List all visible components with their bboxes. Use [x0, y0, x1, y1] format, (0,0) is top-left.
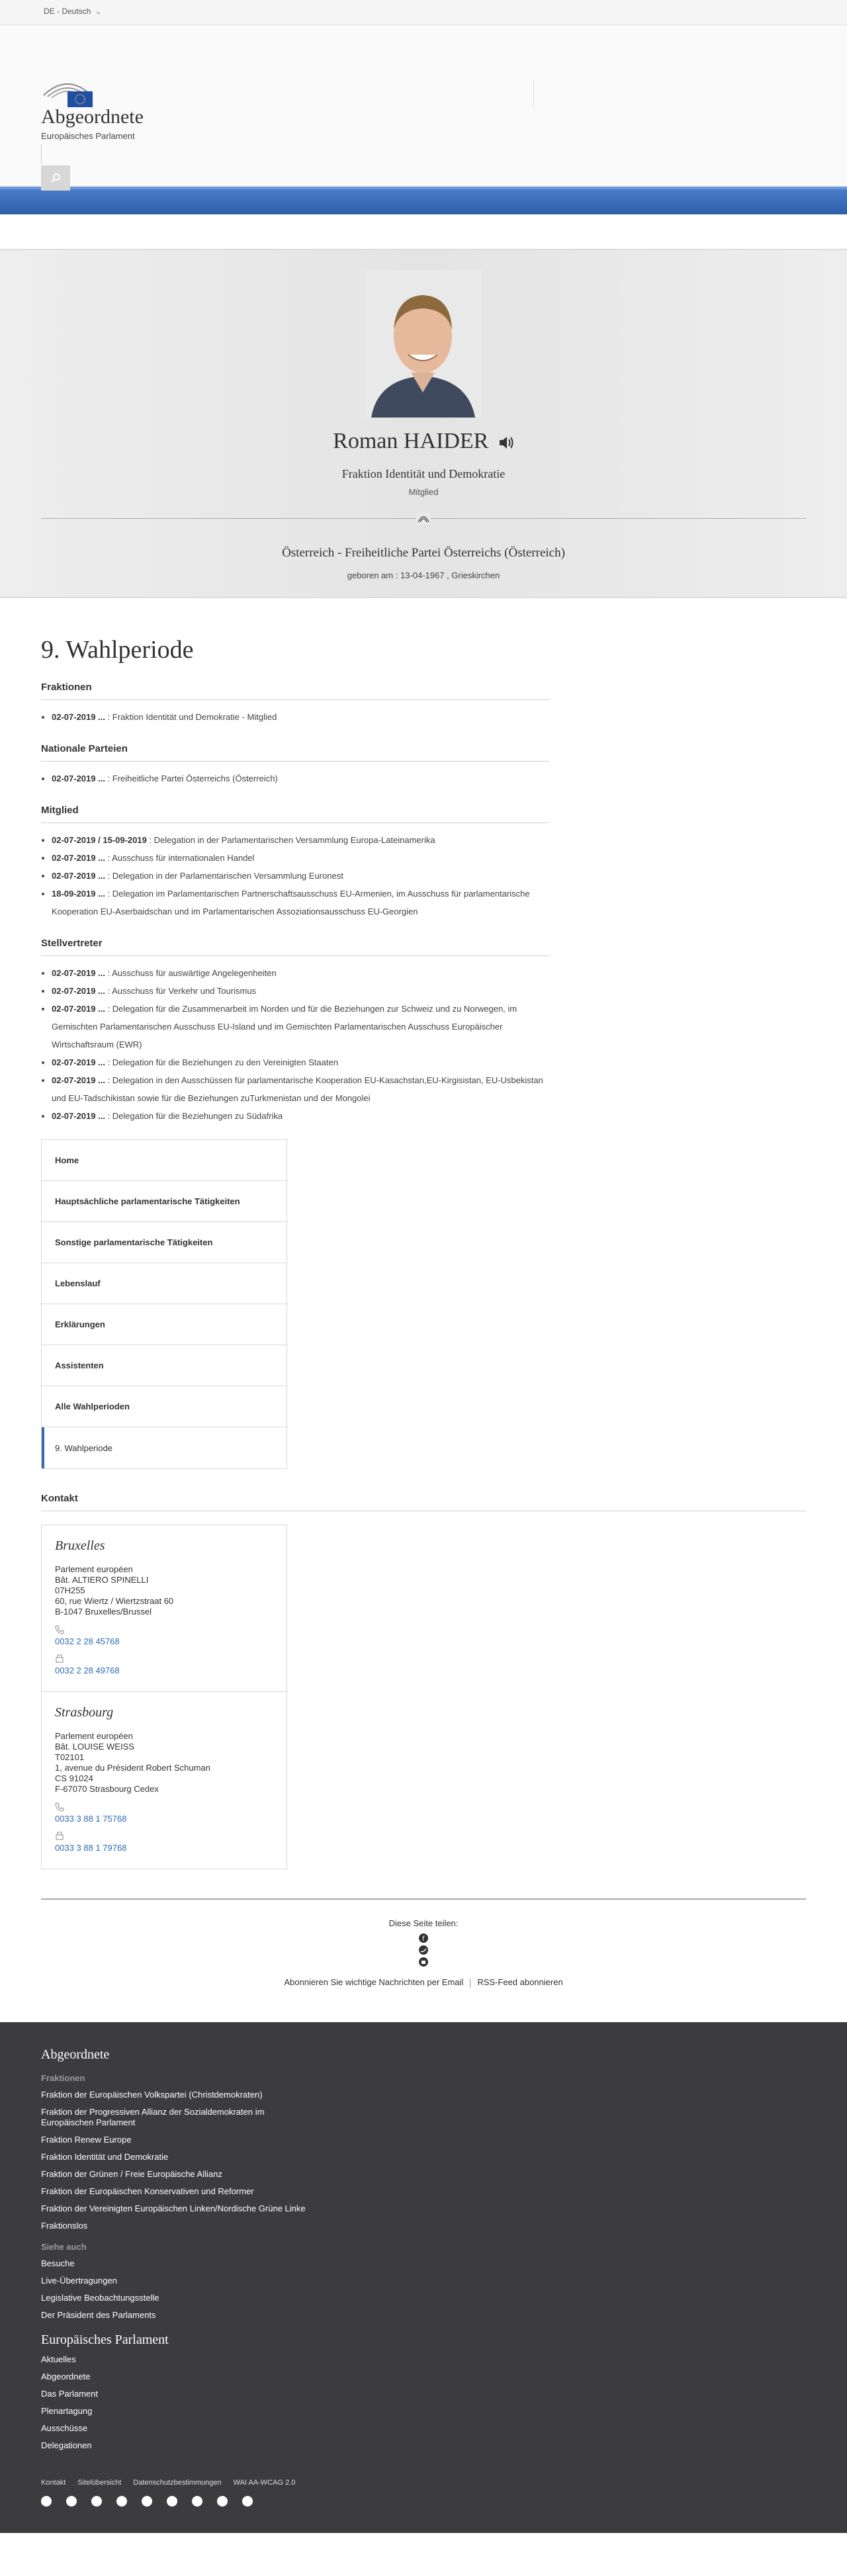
list-item [52, 1053, 549, 1071]
footer-bottom-link[interactable]: Kontakt [41, 2478, 66, 2487]
item-date: 02-07-2019 ... [52, 774, 105, 783]
list-item [52, 1071, 549, 1107]
item-text: : Ausschuss für Verkehr und Tourismus [105, 986, 257, 996]
list-item [52, 982, 549, 1000]
footer-see-also-link[interactable]: Besuche [41, 2258, 75, 2268]
footer-ep-link[interactable]: Aktuelles [41, 2354, 76, 2364]
item-text: : Delegation für die Zusammenarbeit im Norden und für die Beziehungen zur Schweiz und zu Norwegen, im Gemischten Parlamentarischen Ausschuss EU-Island und im Gemischten Parlamentarischen Ausschuss Europäischer Wirtschaftsraum (EWR) [52, 1004, 517, 1049]
share-label: Diese Seite teilen: [388, 1918, 459, 1928]
hemicycle-icon [416, 513, 431, 525]
phone-icon [55, 1625, 273, 1636]
footer-group-link[interactable]: Fraktion der Vereinigten Europäischen Linken/Nordische Grüne Linke [41, 2203, 306, 2213]
sidenav-item[interactable]: Assistenten [42, 1345, 287, 1386]
footer-group-link[interactable]: Fraktion Renew Europe [41, 2134, 132, 2145]
footer-category-see-also: Siehe auch [41, 2241, 87, 2252]
phone-icon [55, 1802, 273, 1814]
language-label: DE - Deutsch [44, 7, 91, 16]
section-heading: Stellvertreter [41, 938, 549, 956]
item-date: 02-07-2019 ... [52, 1075, 105, 1085]
address-line: B-1047 Bruxelles/Brussel [55, 1607, 152, 1617]
birth-info: geboren am : 13-04-1967 , Grieskirchen [347, 570, 500, 580]
address-line: F-67070 Strasbourg Cedex [55, 1784, 159, 1794]
list-item [52, 770, 549, 787]
phone-link[interactable]: 0033 3 88 1 75768 [55, 1814, 127, 1824]
section-heading: Mitglied [41, 805, 549, 823]
footer-title-ep[interactable]: Europäisches Parlament [41, 2332, 169, 2347]
language-selector[interactable] [44, 7, 101, 16]
linkedin-icon[interactable] [116, 2496, 127, 2507]
item-date: 02-07-2019 ... [52, 1004, 105, 1014]
item-text: : Delegation in der Parlamentarischen Versammlung Europa-Lateinamerika [146, 835, 435, 845]
office-card [42, 1525, 287, 1692]
footer-group-link[interactable]: Fraktion der Europäischen Volkspartei (Christdemokraten) [41, 2089, 263, 2100]
item-date: 02-07-2019 ... [52, 853, 105, 863]
section-list [41, 964, 549, 1125]
office-card [42, 1692, 287, 1869]
address-line: T02101 [55, 1752, 85, 1762]
address-line: 60, rue Wiertz / Wiertzstraat 60 [55, 1596, 174, 1606]
contact-cards [41, 1525, 287, 1869]
item-text: : Fraktion Identität und Demokratie - Mitglied [105, 712, 277, 722]
address-line: Parlement européen [55, 1731, 133, 1741]
item-text: : Delegation in der Parlamentarischen Versammlung Euronest [105, 871, 343, 881]
footer-group-link[interactable]: Fraktion der Grünen / Freie Europäische Allianz [41, 2168, 222, 2179]
term-sections [41, 682, 847, 1125]
term-section [41, 938, 549, 1125]
footer-bottom-links [41, 2479, 307, 2487]
member-name: Roman HAIDER [0, 429, 847, 454]
subscription-links [41, 1977, 806, 1988]
email-subscribe-link[interactable]: Abonnieren Sie wichtige Nachrichten per Email [284, 1977, 464, 1987]
footer-group-link[interactable]: Fraktion Identität und Demokratie [41, 2151, 169, 2162]
footer-group-link[interactable]: Fraktionslos [41, 2220, 88, 2231]
item-text: : Delegation für die Beziehungen zu Südafrika [105, 1111, 283, 1121]
site-subtitle: Europäisches Parlament [41, 131, 135, 141]
fax-icon [55, 1832, 273, 1843]
search-icon [50, 173, 61, 183]
term-title: 9. Wahlperiode [41, 636, 194, 664]
sidenav-item[interactable]: Home [42, 1140, 287, 1181]
header-divider-right [533, 79, 534, 109]
footer-ep-link[interactable]: Abgeordnete [41, 2371, 91, 2381]
pinterest-icon[interactable] [192, 2496, 202, 2507]
header-divider [41, 144, 42, 164]
youtube-icon[interactable] [142, 2496, 152, 2507]
office-address [55, 1731, 273, 1795]
sidenav-item[interactable]: Hauptsächliche parlamentarische Tätigkeiten [42, 1181, 287, 1222]
list-item [52, 885, 549, 920]
political-group: Fraktion Identität und Demokratie [341, 467, 506, 480]
footer-bottom-link[interactable]: WAI AA-WCAG 2.0 [233, 2478, 296, 2487]
speaker-icon[interactable] [498, 435, 514, 450]
fax-icon [55, 1654, 273, 1666]
sidenav-item[interactable]: Sonstige parlamentarische Tätigkeiten [42, 1222, 287, 1263]
address-line: Bât. ALTIERO SPINELLI [55, 1575, 149, 1585]
social-icons [41, 2496, 253, 2507]
item-text: : Delegation im Parlamentarischen Partnerschaftsausschuss EU-Armenien, im Ausschuss für parlamentarische Kooperation EU-Aserbaidschan und im Parlamentarischen Assoziationsausschuss EU-Georgien [52, 889, 530, 916]
office-city: Strasbourg [55, 1705, 114, 1720]
address-line: 07H255 [55, 1585, 85, 1595]
footer-ep-link[interactable]: Das Parlament [41, 2388, 98, 2399]
list-item [52, 1000, 549, 1053]
sidenav-item[interactable]: Lebenslauf [42, 1263, 287, 1304]
facebook-icon[interactable] [41, 2496, 52, 2507]
item-text: : Delegation für die Beziehungen zu den Vereinigten Staaten [105, 1057, 338, 1067]
side-navigation [41, 1139, 287, 1469]
section-list [41, 708, 549, 726]
item-date: 02-07-2019 ... [52, 871, 105, 881]
item-text: : Delegation in den Ausschüssen für parlamentarische Kooperation EU-Kasachstan,EU-Kirgisistan, EU-Usbekistan und EU-Tadschikistan sowie für die Beziehungen zuTurkmenistan und der Mongolei [52, 1075, 543, 1103]
footer-see-also-link[interactable]: Legislative Beobachtungsstelle [41, 2292, 159, 2303]
item-date: 02-07-2019 / 15-09-2019 [52, 835, 147, 845]
footer-group-link[interactable]: Fraktion der Progressiven Allianz der Sozialdemokraten im Europäischen Parlament [41, 2106, 265, 2127]
footer-bottom-link[interactable]: Sitelübersicht [77, 2478, 122, 2487]
footer-see-also-list [41, 2258, 806, 2321]
member-photo [365, 270, 482, 418]
contact-heading: Kontakt [41, 1493, 806, 1511]
sidenav-item[interactable]: Erklärungen [42, 1304, 287, 1345]
term-section [41, 805, 549, 920]
chevron-down-icon: ⌄ [95, 7, 102, 16]
footer-ep-list [41, 2354, 806, 2451]
print-icon[interactable] [419, 1957, 428, 1967]
item-text: : Ausschuss für auswärtige Angelegenheiten [105, 968, 277, 978]
item-text: : Freiheitliche Partei Österreichs (Österreich) [105, 774, 278, 783]
term-section [41, 743, 549, 787]
member-role: Mitglied [408, 487, 439, 497]
main-content [0, 635, 847, 1988]
section-heading: Nationale Parteien [41, 743, 549, 762]
footer-ep-link[interactable]: Plenartagung [41, 2405, 93, 2416]
footer-category-groups: Fraktionen [41, 2072, 85, 2083]
country-party: Österreich - Freiheitliche Partei Österreichs (Österreich) [282, 546, 565, 560]
share-block [41, 1918, 806, 1967]
item-date: 02-07-2019 ... [52, 1057, 105, 1067]
rss-link[interactable]: RSS-Feed abonnieren [477, 1977, 563, 1987]
footer-see-also-link[interactable]: Der Präsident des Parlaments [41, 2309, 156, 2320]
top-bar [0, 0, 847, 25]
office-address [55, 1564, 273, 1617]
item-date: 02-07-2019 ... [52, 986, 105, 996]
item-date: 02-07-2019 ... [52, 1111, 105, 1121]
twitter-icon[interactable] [419, 1945, 428, 1955]
member-profile [0, 249, 847, 598]
site-header [0, 25, 847, 187]
sidenav-item[interactable]: Alle Wahlperioden [42, 1386, 287, 1427]
list-item [52, 831, 549, 849]
facebook-icon[interactable] [419, 1933, 428, 1943]
term-section [41, 682, 549, 726]
item-date: 18-09-2019 ... [52, 889, 105, 899]
footer-ep-link[interactable]: Ausschüsse [41, 2422, 88, 2433]
address-line: Parlement européen [55, 1564, 133, 1574]
footer-bottom-link[interactable]: Datenschutzbestimmungen [133, 2478, 222, 2487]
footer-title-members[interactable]: Abgeordnete [41, 2047, 110, 2062]
site-title[interactable]: Abgeordnete [41, 106, 144, 128]
list-item [52, 1107, 549, 1125]
blue-banner [0, 187, 847, 214]
item-date: 02-07-2019 ... [52, 712, 105, 722]
twitter-icon[interactable] [66, 2496, 77, 2507]
address-line: 1, avenue du Président Robert Schuman [55, 1763, 210, 1773]
fax-link[interactable]: 0032 2 28 49768 [55, 1666, 120, 1675]
reddit-icon[interactable] [242, 2496, 253, 2507]
footer-group-link[interactable]: Fraktion der Europäischen Konservativen und Reformer [41, 2186, 254, 2196]
address-line: Bât. LOUISE WEISS [55, 1742, 134, 1752]
list-item [52, 867, 549, 885]
snapchat-icon[interactable] [217, 2496, 228, 2507]
office-city: Bruxelles [55, 1538, 105, 1553]
fax-link[interactable]: 0033 3 88 1 79768 [55, 1843, 127, 1853]
sidenav-item-active[interactable]: 9. Wahlperiode [42, 1427, 287, 1468]
flickr-icon[interactable] [91, 2496, 102, 2507]
list-item [52, 849, 549, 867]
phone-link[interactable]: 0032 2 28 45768 [55, 1636, 120, 1646]
section-heading: Fraktionen [41, 682, 549, 700]
list-item [52, 708, 549, 726]
search-button[interactable] [41, 165, 70, 191]
footer-groups-list [41, 2090, 806, 2231]
svg-text:f: f [422, 1935, 425, 1943]
address-line: CS 91024 [55, 1773, 93, 1783]
section-list [41, 770, 549, 787]
site-footer [0, 2022, 847, 2533]
item-date: 02-07-2019 ... [52, 968, 105, 978]
footer-see-also-link[interactable]: Live-Übertragungen [41, 2275, 117, 2286]
bottom-divider [41, 1898, 806, 1900]
ep-logo-icon[interactable] [41, 77, 94, 109]
section-list [41, 831, 549, 920]
footer-ep-link[interactable]: Delegationen [41, 2440, 92, 2450]
instagram-icon[interactable] [167, 2496, 177, 2507]
list-item [52, 964, 549, 982]
item-text: : Ausschuss für internationalen Handel [105, 853, 255, 863]
